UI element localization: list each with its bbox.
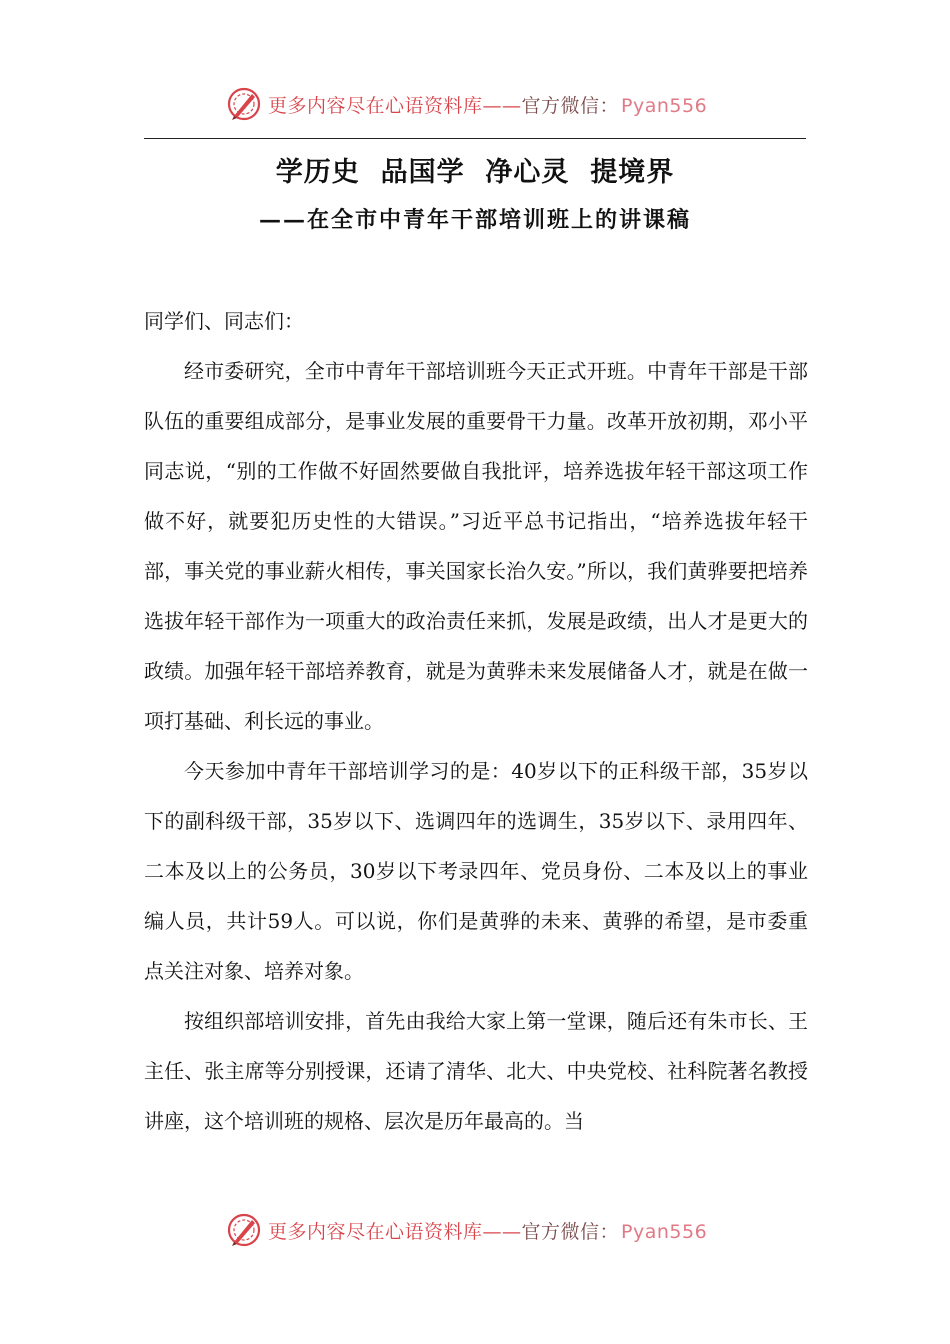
paragraph-2: 今天参加中青年干部培训学习的是：40岁以下的正科级干部，35岁以下的副科级干部，35岁以下、选调四年的选调生，35岁以下、录用四年、二本及以上的公务员，30岁以下考录四年、党员身份、二本及以上的事业编人员，共计59人。可以说，你们是黄骅的未来、黄骅的希望，是市委重点关注对象、培养对象。 [144, 759, 808, 983]
document-title: 学历史 品国学 净心灵 提境界 [275, 157, 675, 188]
footer-wechat-id: Pyan556 [621, 1220, 708, 1243]
banner-wechat-label: 官方微信： [521, 94, 620, 117]
paragraph-1: 经市委研究，全市中青年干部培训班今天正式开班。中青年干部是干部队伍的重要组成部分，是事业发展的重要骨干力量。改革开放初期，邓小平同志说，“别的工作做不好固然要做自我批评，培养选拔年轻干部这项工作做不好，就要犯历史性的大错误。”习近平总书记指出，“培养选拔年轻干部，事关党的事业薪火相传，事关国家长治久安。”所以，我们黄骅要把培养选拔年轻干部作为一项重大的政治责任来抓，发展是政绩，出人才是更大的政绩。加强年轻干部培养教育，就是为黄骅未来发展储备人才，就是在做一项打基础、利长远的事业。 [144, 359, 808, 733]
header-banner[interactable] [226, 84, 726, 124]
banner-site-text: 更多内容尽在心语资料库 [268, 94, 483, 117]
banner-wechat-id: Pyan556 [621, 94, 708, 117]
greeting: 同学们、同志们： [144, 309, 304, 333]
header-divider [144, 138, 806, 139]
paragraph-3: 按组织部培训安排，首先由我给大家上第一堂课，随后还有朱市长、王主任、张主席等分别授课，还请了清华、北大、中央党校、社科院著名教授讲座，这个培训班的规格、层次是历年最高的。当 [144, 1009, 808, 1133]
footer-banner[interactable] [226, 1210, 726, 1250]
footer-wechat-label: 官方微信： [521, 1220, 620, 1243]
banner-text [268, 91, 707, 118]
document-subtitle: ——在全市中青年干部培训班上的讲课稿 [258, 207, 691, 233]
footer-site-text: 更多内容尽在心语资料库 [268, 1220, 483, 1243]
document-body [144, 296, 808, 1146]
pen-logo-icon [226, 1212, 262, 1248]
footer-separator: —— [482, 1220, 522, 1243]
banner-separator: —— [482, 94, 522, 117]
pen-logo-icon [226, 86, 262, 122]
footer-banner-text [268, 1217, 707, 1244]
